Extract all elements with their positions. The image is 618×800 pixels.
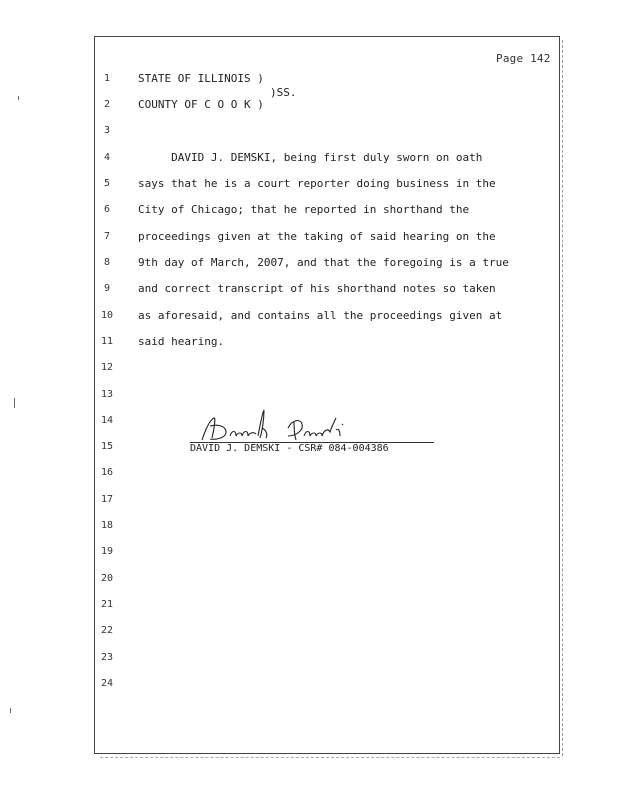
body-line: City of Chicago; that he reported in shorthand the bbox=[138, 203, 470, 216]
ss-mark: )SS. bbox=[270, 86, 297, 99]
signature-caption: DAVID J. DEMSKI - CSR# 084-004386 bbox=[190, 443, 389, 454]
line-number: 7 bbox=[103, 231, 111, 242]
line-number: 8 bbox=[103, 257, 111, 268]
line-number: 18 bbox=[100, 520, 114, 531]
state-line: STATE OF ILLINOIS ) bbox=[138, 72, 264, 85]
line-number: 16 bbox=[100, 467, 114, 478]
line-number: 21 bbox=[100, 599, 114, 610]
line-number: 1 bbox=[103, 73, 111, 84]
line-number: 13 bbox=[100, 389, 114, 400]
line-number: 11 bbox=[100, 336, 114, 347]
scan-speck bbox=[14, 398, 15, 408]
county-line: COUNTY OF C O O K ) bbox=[138, 98, 264, 111]
scan-edge bbox=[562, 40, 563, 756]
line-number: 15 bbox=[100, 441, 114, 452]
body-line: says that he is a court reporter doing business in the bbox=[138, 177, 496, 190]
line-number: 2 bbox=[103, 99, 111, 110]
body-line: and correct transcript of his shorthand notes so taken bbox=[138, 282, 496, 295]
line-number: 23 bbox=[100, 652, 114, 663]
line-number: 22 bbox=[100, 625, 114, 636]
page-number: Page 142 bbox=[496, 52, 551, 65]
body-line: 9th day of March, 2007, and that the foregoing is a true bbox=[138, 256, 509, 269]
line-number: 19 bbox=[100, 546, 114, 557]
line-number: 5 bbox=[103, 178, 111, 189]
body-line: proceedings given at the taking of said hearing on the bbox=[138, 230, 496, 243]
line-number: 20 bbox=[100, 573, 114, 584]
body-line: said hearing. bbox=[138, 335, 225, 348]
line-number: 14 bbox=[100, 415, 114, 426]
line-number: 12 bbox=[100, 362, 114, 373]
line-number: 9 bbox=[103, 283, 111, 294]
line-number: 24 bbox=[100, 678, 114, 689]
scan-edge-bottom bbox=[100, 757, 560, 758]
scan-speck bbox=[18, 96, 19, 100]
body-line: DAVID J. DEMSKI, being first duly sworn on oath bbox=[138, 151, 483, 164]
line-number: 6 bbox=[103, 204, 111, 215]
line-number: 10 bbox=[100, 310, 114, 321]
page-frame bbox=[94, 36, 560, 754]
body-line: as aforesaid, and contains all the proceedings given at bbox=[138, 309, 503, 322]
scan-speck bbox=[10, 708, 11, 713]
line-number: 4 bbox=[103, 152, 111, 163]
line-number: 3 bbox=[103, 125, 111, 136]
line-number: 17 bbox=[100, 494, 114, 505]
